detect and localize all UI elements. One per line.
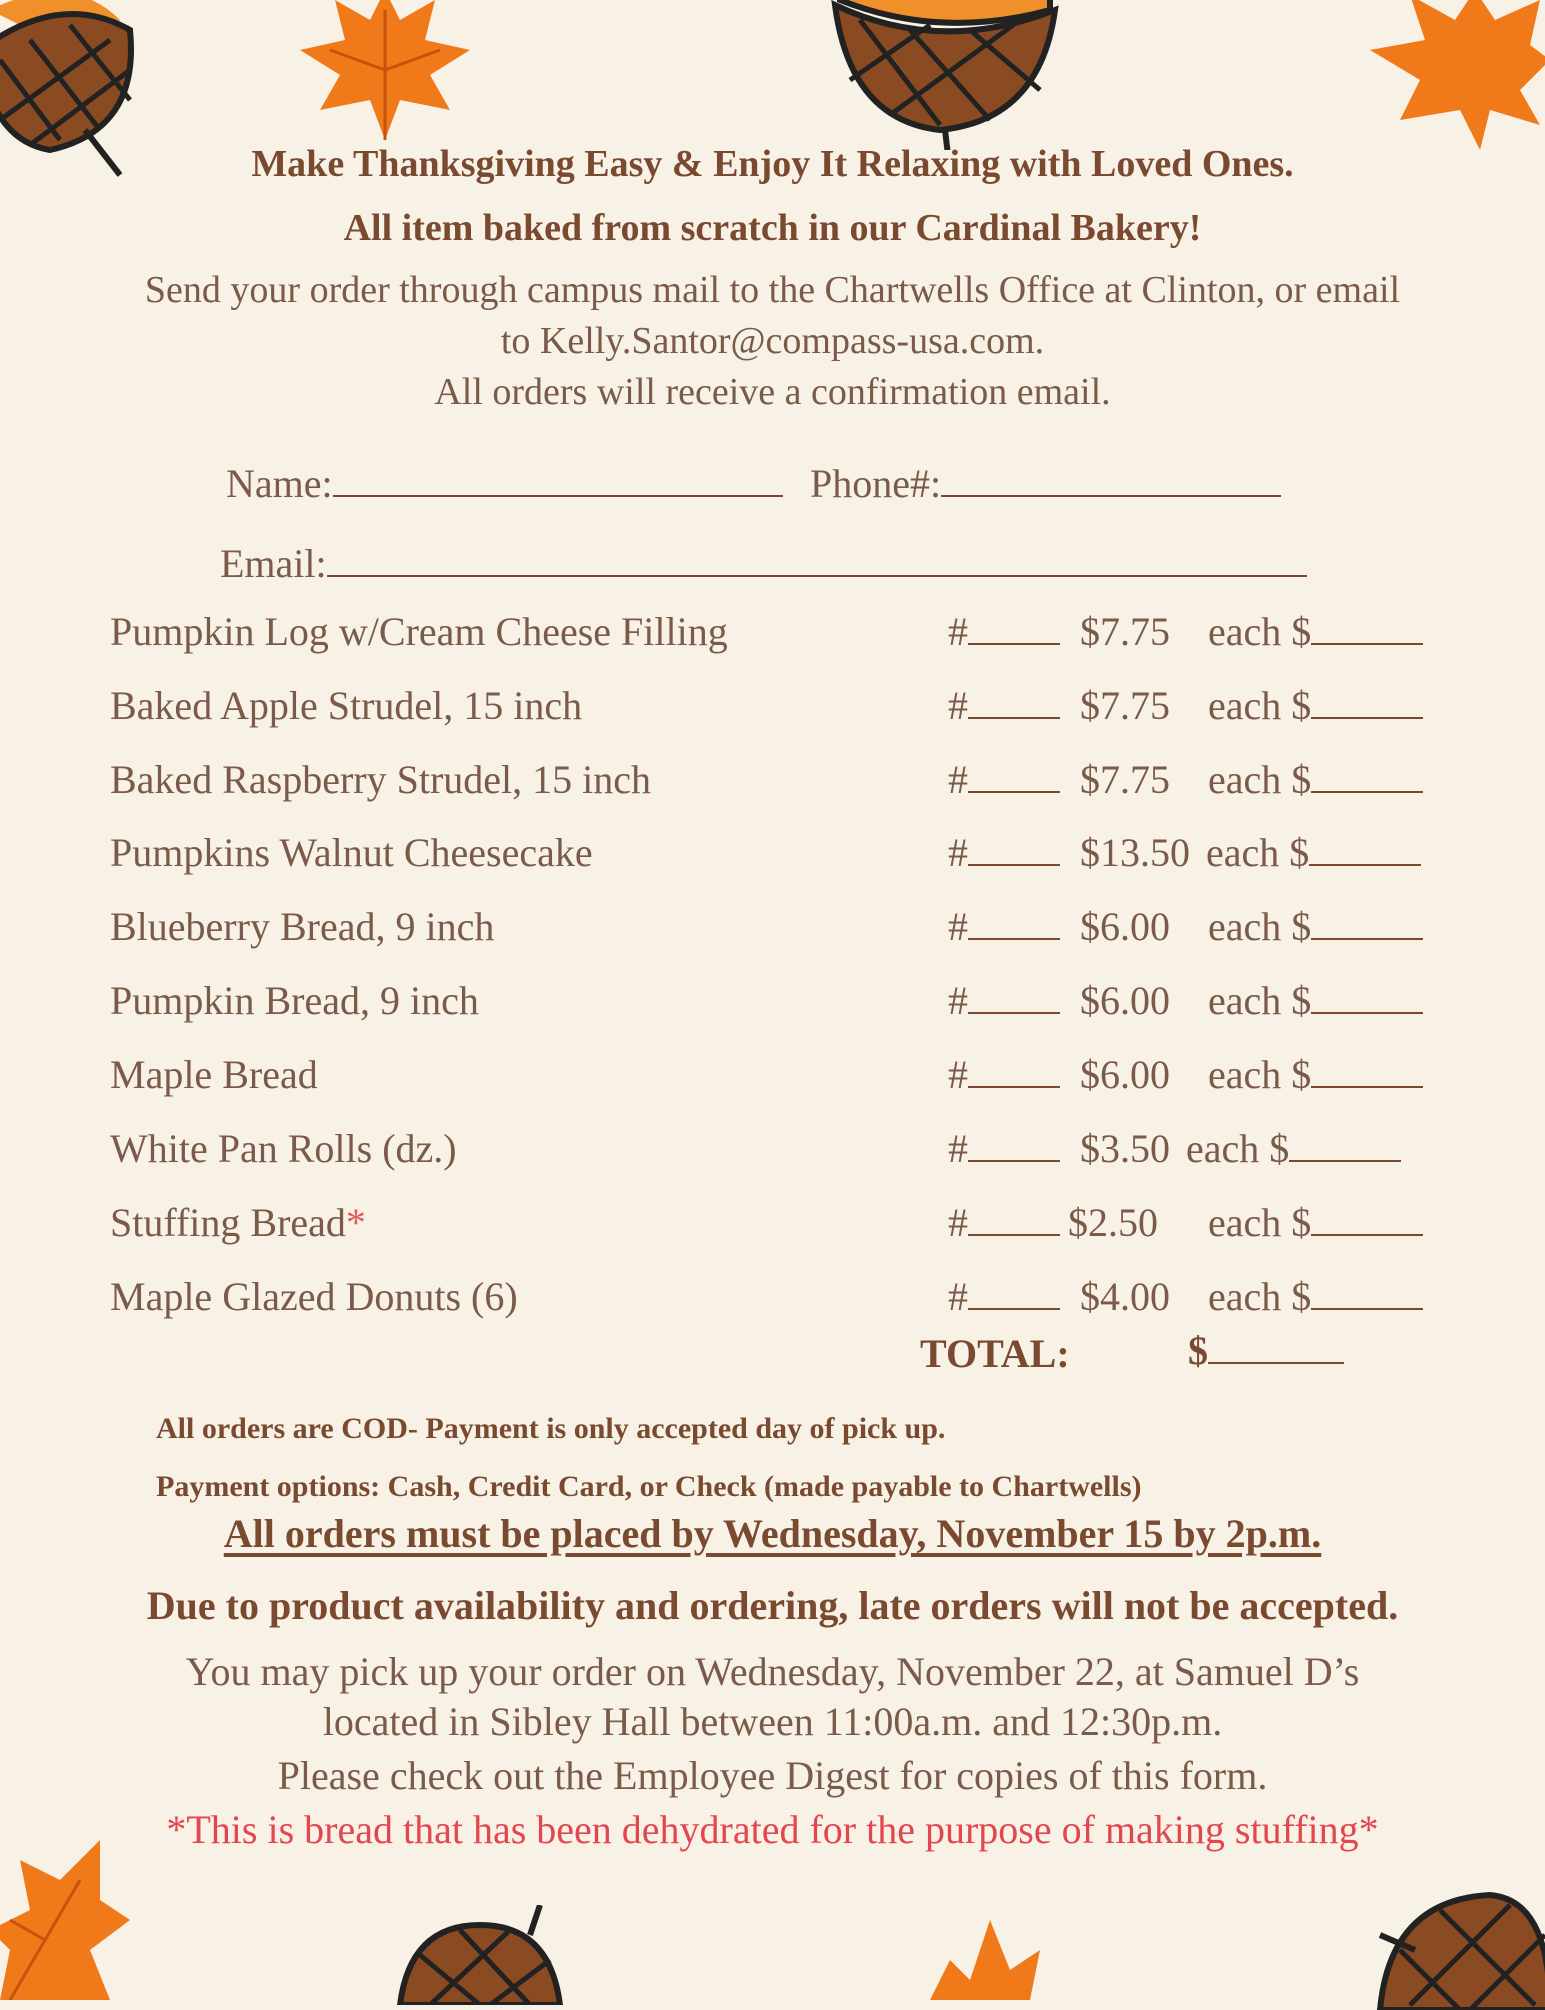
item-price: $7.75 xyxy=(1080,757,1170,802)
line-total-field[interactable]: each $ xyxy=(1208,903,1423,950)
phone-field[interactable] xyxy=(810,460,1281,507)
item-name: Baked Raspberry Strudel, 15 inch xyxy=(110,757,651,802)
list-item xyxy=(0,1051,1545,1111)
item-name: Baked Apple Strudel, 15 inch xyxy=(110,683,583,728)
item-price: $2.50 xyxy=(1068,1200,1158,1245)
quantity-field[interactable]: # xyxy=(948,903,1060,950)
email-blank[interactable] xyxy=(327,541,1307,577)
maple-leaf-icon xyxy=(290,0,480,150)
quantity-field[interactable]: # xyxy=(948,682,1060,729)
item-name: White Pan Rolls (dz.) xyxy=(110,1126,457,1171)
phone-label: Phone#: xyxy=(810,461,942,506)
line-total-field[interactable]: each $ xyxy=(1208,682,1423,729)
item-price: $13.50 xyxy=(1080,830,1190,875)
payment-note: Payment options: Cash, Credit Card, or Check (made payable to Chartwells) xyxy=(156,1470,1142,1503)
cod-note: All orders are COD- Payment is only accepted day of pick up. xyxy=(156,1412,946,1445)
item-price: $6.00 xyxy=(1080,1052,1170,1097)
list-item xyxy=(0,977,1545,1037)
line-total-field[interactable]: each $ xyxy=(1208,1051,1423,1098)
name-label: Name: xyxy=(226,461,333,506)
stuffing-footnote: *This is bread that has been dehydrated for the purpose of making stuffing* xyxy=(166,1807,1379,1852)
acorn-icon xyxy=(1360,1880,1545,2010)
digest-note: Please check out the Employee Digest for copies of this form. xyxy=(277,1753,1268,1798)
line-total-field[interactable]: each $ xyxy=(1208,1199,1423,1246)
item-name: Maple Glazed Donuts (6) xyxy=(110,1274,518,1319)
quantity-field[interactable]: # xyxy=(948,756,1060,803)
maple-leaf-icon xyxy=(0,1840,130,2000)
subheadline: All item baked from scratch in our Cardinal Bakery! xyxy=(343,207,1202,249)
item-price: $6.00 xyxy=(1080,904,1170,949)
item-name: Pumpkin Bread, 9 inch xyxy=(110,978,479,1023)
name-blank[interactable] xyxy=(333,461,783,497)
maple-leaf-icon xyxy=(1340,0,1545,160)
item-name: Pumpkin Log w/Cream Cheese Filling xyxy=(110,609,728,654)
item-price: $7.75 xyxy=(1080,609,1170,654)
name-field[interactable] xyxy=(226,460,783,507)
quantity-field[interactable]: # xyxy=(948,977,1060,1024)
quantity-field[interactable]: # xyxy=(948,1273,1060,1320)
deadline-note: All orders must be placed by Wednesday, November 15 by 2p.m. xyxy=(223,1511,1322,1556)
item-price: $6.00 xyxy=(1080,978,1170,1023)
total-field[interactable]: $ xyxy=(1188,1322,1344,1374)
list-item xyxy=(0,608,1545,668)
line-total-field[interactable]: each $ xyxy=(1206,829,1421,876)
acorn-icon xyxy=(390,1905,570,2005)
item-name: Blueberry Bread, 9 inch xyxy=(110,904,495,949)
item-price: $3.50 xyxy=(1080,1126,1170,1171)
item-price: $7.75 xyxy=(1080,683,1170,728)
line-total-field[interactable]: each $ xyxy=(1208,977,1423,1024)
instruction-line-2: to Kelly.Santor@compass-usa.com. xyxy=(500,320,1045,362)
quantity-field[interactable]: # xyxy=(948,1199,1060,1246)
total-label: TOTAL: xyxy=(920,1331,1070,1376)
item-price: $4.00 xyxy=(1080,1274,1170,1319)
quantity-field[interactable]: # xyxy=(948,1125,1060,1172)
late-orders-note: Due to product availability and ordering, late orders will not be accepted. xyxy=(146,1583,1399,1628)
line-total-field[interactable]: each $ xyxy=(1208,756,1423,803)
pickup-line-2: located in Sibley Hall between 11:00a.m. and 12:30p.m. xyxy=(322,1699,1223,1744)
instruction-line-3: All orders will receive a confirmation email. xyxy=(434,371,1111,413)
item-name: Pumpkins Walnut Cheesecake xyxy=(110,830,593,875)
line-total-field[interactable]: each $ xyxy=(1186,1125,1401,1172)
pickup-line-1: You may pick up your order on Wednesday, November 22, at Samuel D’s xyxy=(185,1649,1360,1694)
list-item xyxy=(0,1199,1545,1259)
maple-leaf-icon xyxy=(930,1920,1050,2000)
quantity-field[interactable]: # xyxy=(948,829,1060,876)
instruction-line-1: Send your order through campus mail to the Chartwells Office at Clinton, or email xyxy=(144,269,1401,311)
list-item xyxy=(0,829,1545,889)
list-item xyxy=(0,903,1545,963)
footnote-asterisk: * xyxy=(345,1200,366,1245)
email-field[interactable] xyxy=(220,540,1307,587)
phone-blank[interactable] xyxy=(941,461,1281,497)
quantity-field[interactable]: # xyxy=(948,1051,1060,1098)
line-total-field[interactable]: each $ xyxy=(1208,1273,1423,1320)
email-label: Email: xyxy=(220,541,327,586)
item-name: Stuffing Bread* xyxy=(110,1200,366,1245)
list-item xyxy=(0,682,1545,742)
list-item xyxy=(0,756,1545,816)
acorn-icon xyxy=(820,0,1060,150)
line-total-field[interactable]: each $ xyxy=(1208,608,1423,655)
headline: Make Thanksgiving Easy & Enjoy It Relaxing with Loved Ones. xyxy=(251,143,1294,185)
list-item xyxy=(0,1125,1545,1185)
item-name: Maple Bread xyxy=(110,1052,318,1097)
quantity-field[interactable]: # xyxy=(948,608,1060,655)
